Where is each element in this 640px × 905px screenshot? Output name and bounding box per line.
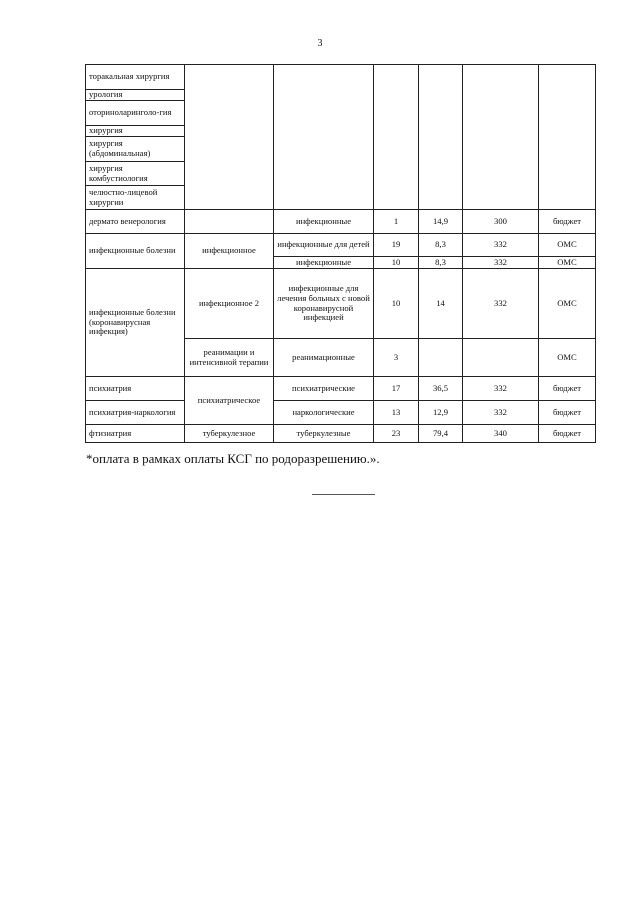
bed-days-cell: 332	[463, 377, 539, 401]
profile-cell: психиатрия	[86, 377, 185, 401]
bed-days-cell: 332	[463, 401, 539, 425]
profile-cell: хирургия комбустиология	[86, 162, 185, 186]
bed-type-cell: туберкулезные	[274, 425, 374, 443]
bed-type-cell: психиатрические	[274, 377, 374, 401]
funding-cell: бюджет	[539, 425, 596, 443]
empty-cell	[374, 65, 419, 210]
bed-days-cell: 300	[463, 210, 539, 234]
profile-cell: инфекционные болезни (коронавирусная инфекция)	[86, 269, 185, 377]
empty-cell	[463, 65, 539, 210]
department-cell: инфекционное 2	[185, 269, 274, 339]
profile-cell: хирургия (абдоминальная)	[86, 137, 185, 162]
bed-count-cell: 13	[374, 401, 419, 425]
profile-cell: дермато венерология	[86, 210, 185, 234]
avg-stay-cell: 14,9	[419, 210, 463, 234]
profile-cell: оториноларинголо-гия	[86, 101, 185, 126]
bed-count-cell: 3	[374, 339, 419, 377]
department-cell: инфекционное	[185, 234, 274, 269]
empty-cell	[419, 65, 463, 210]
table-row	[86, 401, 596, 425]
bed-days-cell: 332	[463, 234, 539, 257]
profile-cell: фтизиатрия	[86, 425, 185, 443]
table-row	[86, 210, 596, 234]
funding-cell: ОМС	[539, 269, 596, 339]
funding-cell: бюджет	[539, 401, 596, 425]
bed-days-cell: 332	[463, 257, 539, 269]
avg-stay-cell: 12,9	[419, 401, 463, 425]
funding-cell: бюджет	[539, 377, 596, 401]
table-row	[86, 65, 596, 90]
profile-cell: инфекционные болезни	[86, 234, 185, 269]
bed-days-cell: 332	[463, 269, 539, 339]
department-cell: психиатрическое	[185, 377, 274, 425]
bed-type-cell: наркологические	[274, 401, 374, 425]
avg-stay-cell: 79,4	[419, 425, 463, 443]
funding-cell: бюджет	[539, 210, 596, 234]
department-cell	[185, 210, 274, 234]
bed-type-cell: инфекционные для детей	[274, 234, 374, 257]
bed-type-cell: инфекционные	[274, 257, 374, 269]
table-row	[86, 377, 596, 401]
avg-stay-cell: 36,5	[419, 377, 463, 401]
avg-stay-cell: 14	[419, 269, 463, 339]
divider-line	[312, 494, 375, 495]
bed-count-cell: 10	[374, 257, 419, 269]
funding-cell: ОМС	[539, 339, 596, 377]
page-number: 3	[317, 38, 323, 49]
avg-stay-cell: 8,3	[419, 257, 463, 269]
bed-days-cell	[463, 339, 539, 377]
table-row	[86, 234, 596, 257]
profile-cell: психиатрия-наркология	[86, 401, 185, 425]
bed-count-cell: 19	[374, 234, 419, 257]
bed-count-cell: 17	[374, 377, 419, 401]
bed-count-cell: 1	[374, 210, 419, 234]
profile-cell: хирургия	[86, 126, 185, 137]
table-row	[86, 425, 596, 443]
funding-cell: ОМС	[539, 257, 596, 269]
department-cell: туберкулезное	[185, 425, 274, 443]
profile-cell: челюстно-лицевой хирургии	[86, 186, 185, 210]
table-row	[86, 269, 596, 339]
bed-days-cell: 340	[463, 425, 539, 443]
avg-stay-cell	[419, 339, 463, 377]
profile-cell: урология	[86, 90, 185, 101]
empty-cell	[274, 65, 374, 210]
empty-cell	[185, 65, 274, 210]
bed-fund-table	[85, 64, 596, 443]
avg-stay-cell: 8,3	[419, 234, 463, 257]
bed-type-cell: инфекционные для лечения больных с новой коронавирусной инфекцией	[274, 269, 374, 339]
bed-type-cell: реанимационные	[274, 339, 374, 377]
funding-cell: ОМС	[539, 234, 596, 257]
profile-cell: торакальная хирургия	[86, 65, 185, 90]
bed-count-cell: 23	[374, 425, 419, 443]
department-cell: реанимации и интенсивной терапии	[185, 339, 274, 377]
empty-cell	[539, 65, 596, 210]
footnote: *оплата в рамках оплаты КСГ по родоразрешению.».	[86, 451, 380, 466]
bed-type-cell: инфекционные	[274, 210, 374, 234]
bed-count-cell: 10	[374, 269, 419, 339]
